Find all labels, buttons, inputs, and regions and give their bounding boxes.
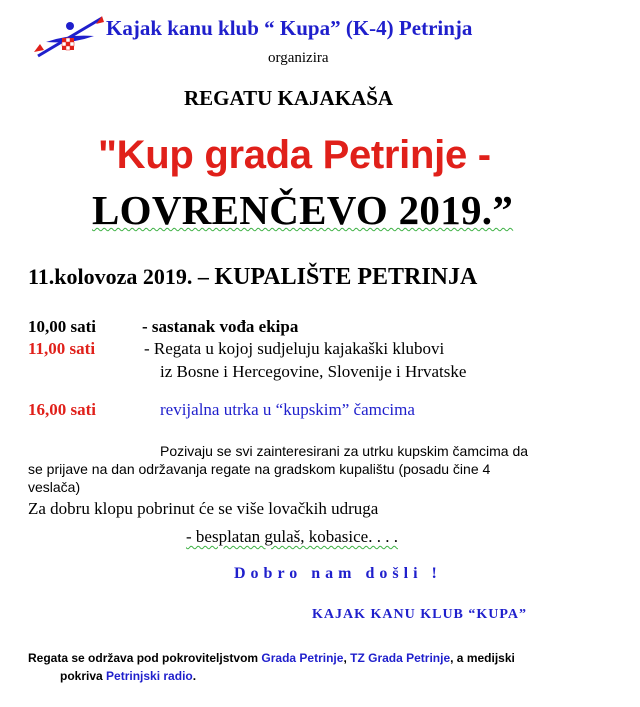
schedule-desc-2: - Regata u kojoj sudjeluju kajakaški klubovi: [144, 339, 445, 358]
club-logo-kayaker-icon: [32, 14, 104, 58]
club-title: Kajak kanu klub “ Kupa” (K-4) Petrinja: [106, 16, 473, 40]
club-signature: KAJAK KANU KLUB “KUPA”: [312, 607, 528, 622]
event-location: KUPALIŠTE PETRINJA: [214, 264, 478, 290]
footer-text-e: .: [192, 669, 197, 683]
invitation-line-2: se prijave na dan održavanja regate na gradskom kupalištu (posadu čine 4: [28, 461, 491, 477]
event-date: 11.kolovoza 2019.: [28, 264, 193, 289]
schedule-desc-2-cont: iz Bosne i Hercegovine, Slovenije i Hrvatske: [160, 362, 467, 381]
catering-line-1: Za dobru klopu pobrinut će se više lovačkih udruga: [28, 499, 379, 518]
welcome-text: Dobro nam došli !: [234, 565, 442, 582]
schedule-desc-3: revijalna utrka u “kupskim” čamcima: [160, 400, 415, 419]
footer-line-1: [28, 651, 515, 665]
date-location-line: [28, 264, 477, 291]
event-title-line2: LOVRENČEVO 2019.”: [92, 187, 514, 233]
schedule-desc-1: - sastanak vođa ekipa: [142, 317, 299, 336]
footer-line-2: [60, 669, 196, 683]
invitation-line-1: Pozivaju se svi zainteresirani za utrku kupskim čamcima da: [160, 443, 529, 459]
event-title-line1: "Kup grada Petrinje -: [98, 133, 491, 177]
organizira-label: organizira: [268, 50, 329, 66]
schedule-time-2: 11,00 sati: [28, 339, 96, 358]
schedule-time-1: 10,00 sati: [28, 317, 96, 336]
footer-text-a: Regata se održava pod pokroviteljstvom: [28, 651, 262, 665]
invitation-line-3: veslača): [28, 479, 81, 495]
footer-text-c: , a medijski: [450, 651, 515, 665]
date-dash: –: [192, 264, 215, 289]
footer-tz-grada: TZ Grada Petrinje: [350, 651, 451, 665]
footer-text-d: pokriva: [60, 669, 107, 683]
schedule-time-3: 16,00 sati: [28, 400, 96, 419]
footer-petrinjski-radio: Petrinjski radio: [106, 669, 193, 683]
regatu-heading: REGATU KAJAKAŠA: [184, 86, 394, 110]
catering-line-2: - besplatan gulaš, kobasice. . . .: [186, 527, 398, 546]
footer-grad-petrinje: Grada Petrinje: [261, 651, 344, 665]
footer-text-b: ,: [343, 651, 351, 665]
